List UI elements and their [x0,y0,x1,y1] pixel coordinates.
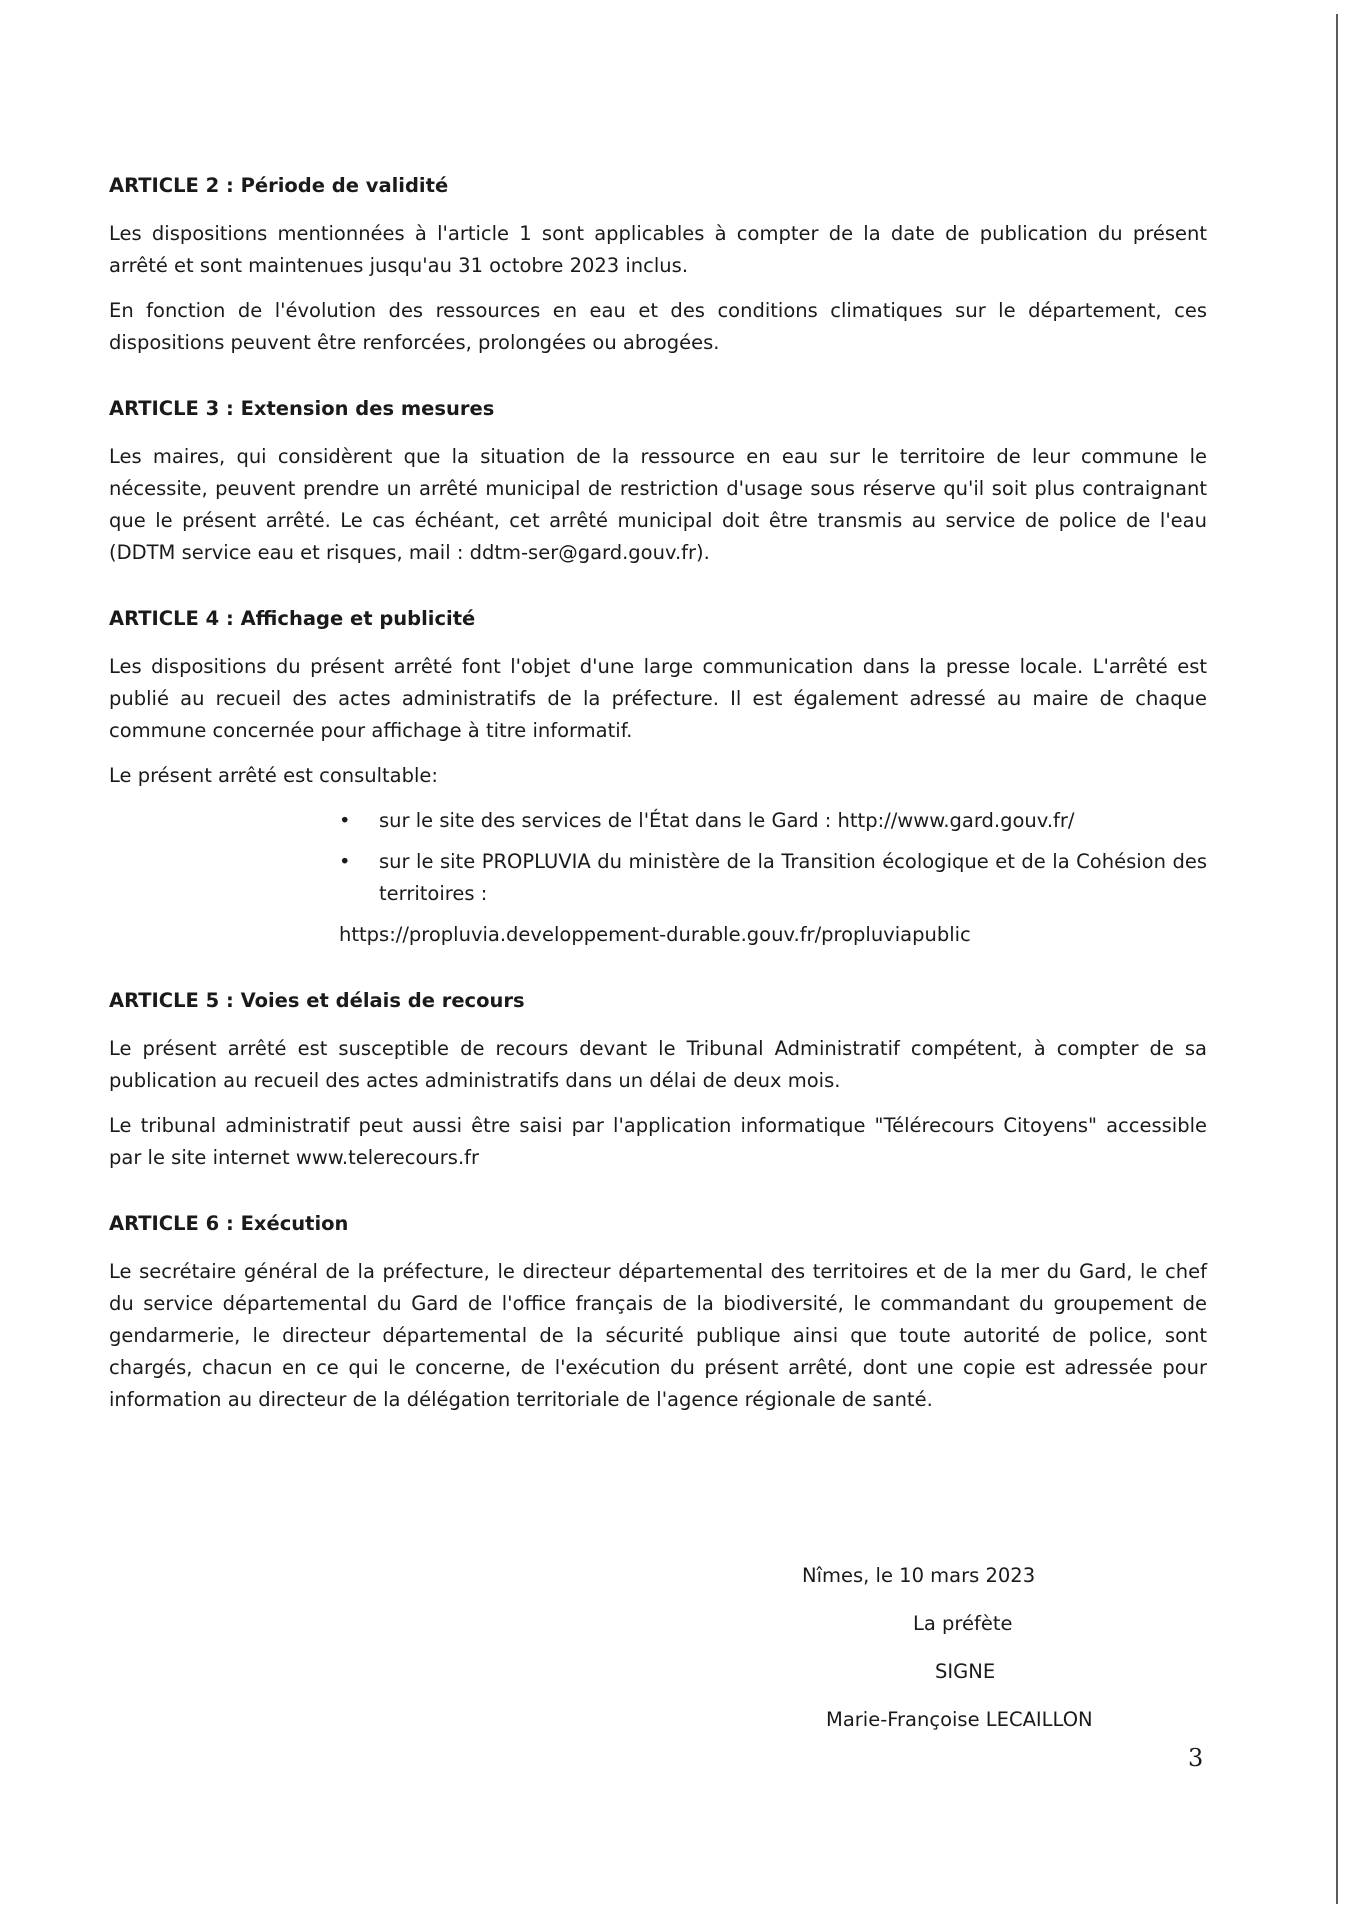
page-number: 3 [1188,1744,1204,1772]
list-item [339,846,1207,910]
document-body [109,170,1207,1450]
article-2 [109,170,1207,359]
signature-signed: SIGNE [935,1660,996,1683]
list-item [339,805,1207,837]
list-item-text: sur le site PROPLUVIA du ministère de la Transition écologique et de la Cohésion des territoires : [379,850,1207,905]
signature-date: Nîmes, le 10 mars 2023 [802,1564,1036,1587]
signature-role: La préfète [913,1612,1013,1635]
article-5-paragraph-2: Le tribunal administratif peut aussi être saisi par l'application informatique "Télérecours Citoyens" accessible par le site internet www.telerecours.fr [109,1114,1207,1169]
article-4-title: ARTICLE 4 : Affichage et publicité [109,607,476,630]
propluvia-url: https://propluvia.developpement-durable.gouv.fr/propluviapublic [339,923,971,946]
signatory-name: Marie-Françoise LECAILLON [826,1708,1093,1731]
article-5-title: ARTICLE 5 : Voies et délais de recours [109,989,525,1012]
article-2-title: ARTICLE 2 : Période de validité [109,174,449,197]
bullet-icon: • [339,809,351,832]
scan-edge-line [1336,14,1338,1904]
article-2-paragraph-2: En fonction de l'évolution des ressources en eau et des conditions climatiques sur le département, ces dispositions peuvent être renforcées, prolongées ou abrogées. [109,299,1207,354]
article-5-paragraph-1: Le présent arrêté est susceptible de recours devant le Tribunal Administratif compétent, à compter de sa publication au recueil des actes administratifs dans un délai de deux mois. [109,1037,1207,1092]
article-6-title: ARTICLE 6 : Exécution [109,1212,349,1235]
consultation-list [109,805,1207,910]
article-3-paragraph-1: Les maires, qui considèrent que la situation de la ressource en eau sur le territoire de leur commune le nécessite, peuvent prendre un arrêté municipal de restriction d'usage sous réserve qu'il soit plus contraignant que le présent arrêté. Le cas échéant, cet arrêté municipal doit être transmis au service de police de l'eau (DDTM service eau et risques, mail : ddtm-ser@gard.gouv.fr). [109,445,1207,564]
article-3-title: ARTICLE 3 : Extension des mesures [109,397,495,420]
article-6-paragraph-1: Le secrétaire général de la préfecture, le directeur départemental des territoires et de la mer du Gard, le chef du service départemental du Gard de l'office français de la biodiversité, le commandant du groupement de gendarmerie, le directeur départemental de la sécurité publique ainsi que toute autorité de police, sont chargés, chacun en ce qui le concerne, de l'exécution du présent arrêté, dont une copie est adressée pour information au directeur de la délégation territoriale de l'agence régionale de santé. [109,1260,1207,1411]
article-4-paragraph-2: Le présent arrêté est consultable: [109,764,438,787]
article-2-paragraph-1: Les dispositions mentionnées à l'article 1 sont applicables à compter de la date de publication du présent arrêté et sont maintenues jusqu'au 31 octobre 2023 inclus. [109,222,1207,277]
article-4 [109,603,1207,951]
article-5 [109,985,1207,1174]
article-3 [109,393,1207,569]
article-6 [109,1208,1207,1416]
list-item-text: sur le site des services de l'État dans le Gard : http://www.gard.gouv.fr/ [379,809,1075,832]
article-4-paragraph-1: Les dispositions du présent arrêté font l'objet d'une large communication dans la presse locale. L'arrêté est publié au recueil des actes administratifs de la préfecture. Il est également adressé au maire de chaque commune concernée pour affichage à titre informatif. [109,655,1207,742]
bullet-icon: • [339,850,351,873]
signature-block [780,1552,1180,1744]
